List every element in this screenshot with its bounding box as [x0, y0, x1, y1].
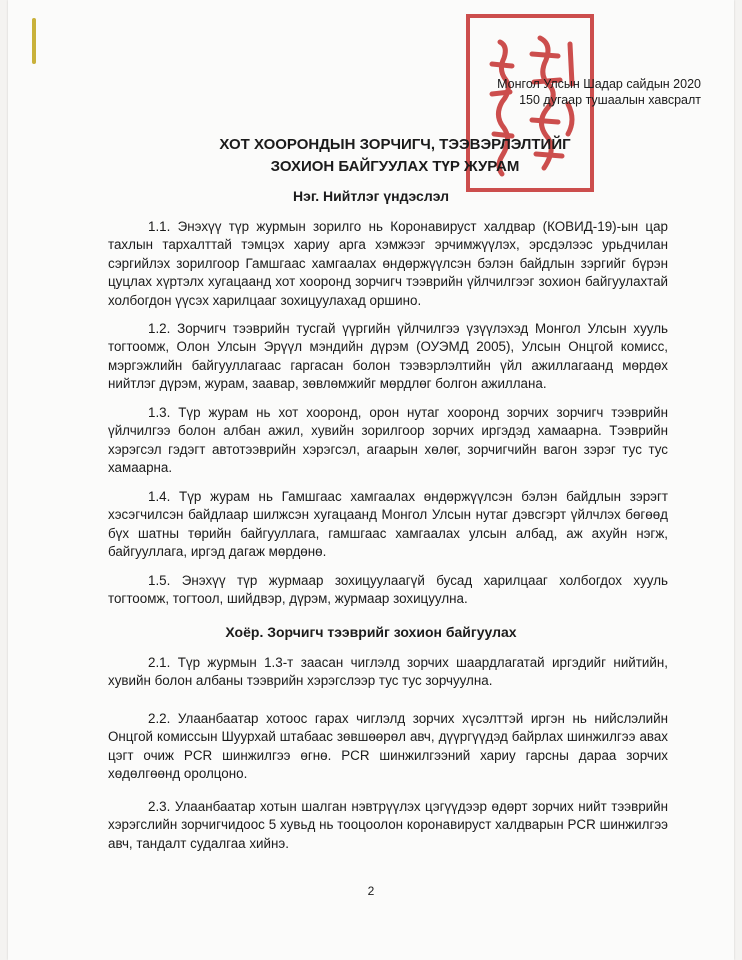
paragraph-2-1: 2.1. Түр журмын 1.3-т заасан чиглэлд зорчих шаардлагатай иргэдийг нийтийн, хувийн болон албаны тээврийн хэрэгслээр тус тус зорчуулна.: [108, 655, 668, 689]
paragraph-1-2: 1.2. Зорчигч тээврийн тусгай үүргийн үйлчилгээ үзүүлэхэд Монгол Улсын хууль тогтоомж, Олон Улсын Эрүүл мэндийн дүрэм (ОУЭМД 2005), Улсын Онцгой комисс, мэргэжлийн байгууллагаас гаргасан болон тээвэрлэлтийн үйл ажиллагаанд мөрдөх нийтлэг дүрэм, журам, заавар, зөвлөмжийг мөрдлөг болгон ажиллана.: [108, 321, 668, 392]
annex-line-2: 150 дугаар тушаалын хавсралт: [519, 93, 701, 107]
paragraph-2-2: 2.2. Улаанбаатар хотоос гарах чиглэлд зорчих хүсэлттэй иргэн нь нийслэлийн Онцгой комиссын Шуурхай штабаас зөвшөөрөл авч, дүүргүүдэд байрлах шинжилгээ авах цэгт очиж PCR шинжилгээ өгнө. PCR шинжилгээний хариу гарсны дараа зорчих хөдөлгөөнд оролцоно.: [108, 711, 668, 782]
title-line-1: ХОТ ХООРОНДЫН ЗОРЧИГЧ, ТЭЭВЭРЛЭЛТИЙГ: [219, 136, 571, 153]
paragraph-1-4: 1.4. Түр журам нь Гамшгаас хамгаалах өндөржүүлсэн бэлэн байдлын зэрэгт хэсэгчилсэн байдлаар шилжсэн хугацаанд Монгол Улсын нутаг дэвсгэрт үйлчлэх бөгөөд бүх шатны төрийн байгууллага, гамшгаас хамгаалах улсын албад, аж ахуйн нэгж, байгууллага, иргэд дагаж мөрдөнө.: [108, 489, 668, 560]
document-title: [180, 134, 610, 178]
section-1-heading: Нэг. Нийтлэг үндэслэл: [292, 188, 450, 204]
title-line-2: ЗОХИОН БАЙГУУЛАХ ТҮР ЖУРАМ: [270, 158, 520, 175]
paragraph-2-3: 2.3. Улаанбаатар хотын шалган нэвтрүүлэх цэгүүдээр өдөрт зорчих нийт тээврийн хэрэгслийн зорчигчидоос 5 хувьд нь тооцоолон коронавируст халдварын PCR шинжилгээ авч, тандалт судалгаа хийнэ.: [108, 799, 668, 851]
paragraph-1-3: 1.3. Түр журам нь хот хооронд, орон нутаг хооронд зорчих зорчигч тээврийн үйлчилгээ болон албан ажил, хувийн зорилгоор зорчих иргэдэд хамаарна. Тээврийн хэрэгсэл гэдэгт автотээврийн хэрэгсэл, агаарын хөлөг, зорчигчийн вагон зэрэг тус тус хамаарна.: [108, 405, 668, 476]
annex-line-1: Монгол Улсын Шадар сайдын 2020: [497, 77, 701, 91]
paragraph-1-5: 1.5. Энэхүү түр журмаар зохицуулаагүй бусад харилцааг холбогдох хууль тогтоомж, тогтоол, шийдвэр, дүрэм, журмаар зохицуулна.: [108, 573, 668, 607]
paragraph-1-1: 1.1. Энэхүү түр журмын зорилго нь Коронавируст халдвар (КОВИД-19)-ын цар тахлын тархалттай тэмцэх хариу арга хэмжээг эрчимжүүлэх, эрсдэлээс урьдчилан сэргийлэх зорилгоор Гамшгаас хамгаалах өндөржүүлсэн бэлэн байдлын зэргийг бүрэн цуцлах хүртэлх хугацаанд хот хооронд зорчигч тээврийн үйлчилгээг зохион байгуулахтай холбогдон үүсэх харилцааг зохицуулахад оршино.: [108, 219, 668, 308]
annex-reference: [486, 76, 701, 108]
binder-mark: [32, 18, 36, 64]
page-number: 2: [367, 884, 375, 898]
section-2-heading: Хоёр. Зорчигч тээврийг зохион байгуулах: [225, 624, 517, 640]
